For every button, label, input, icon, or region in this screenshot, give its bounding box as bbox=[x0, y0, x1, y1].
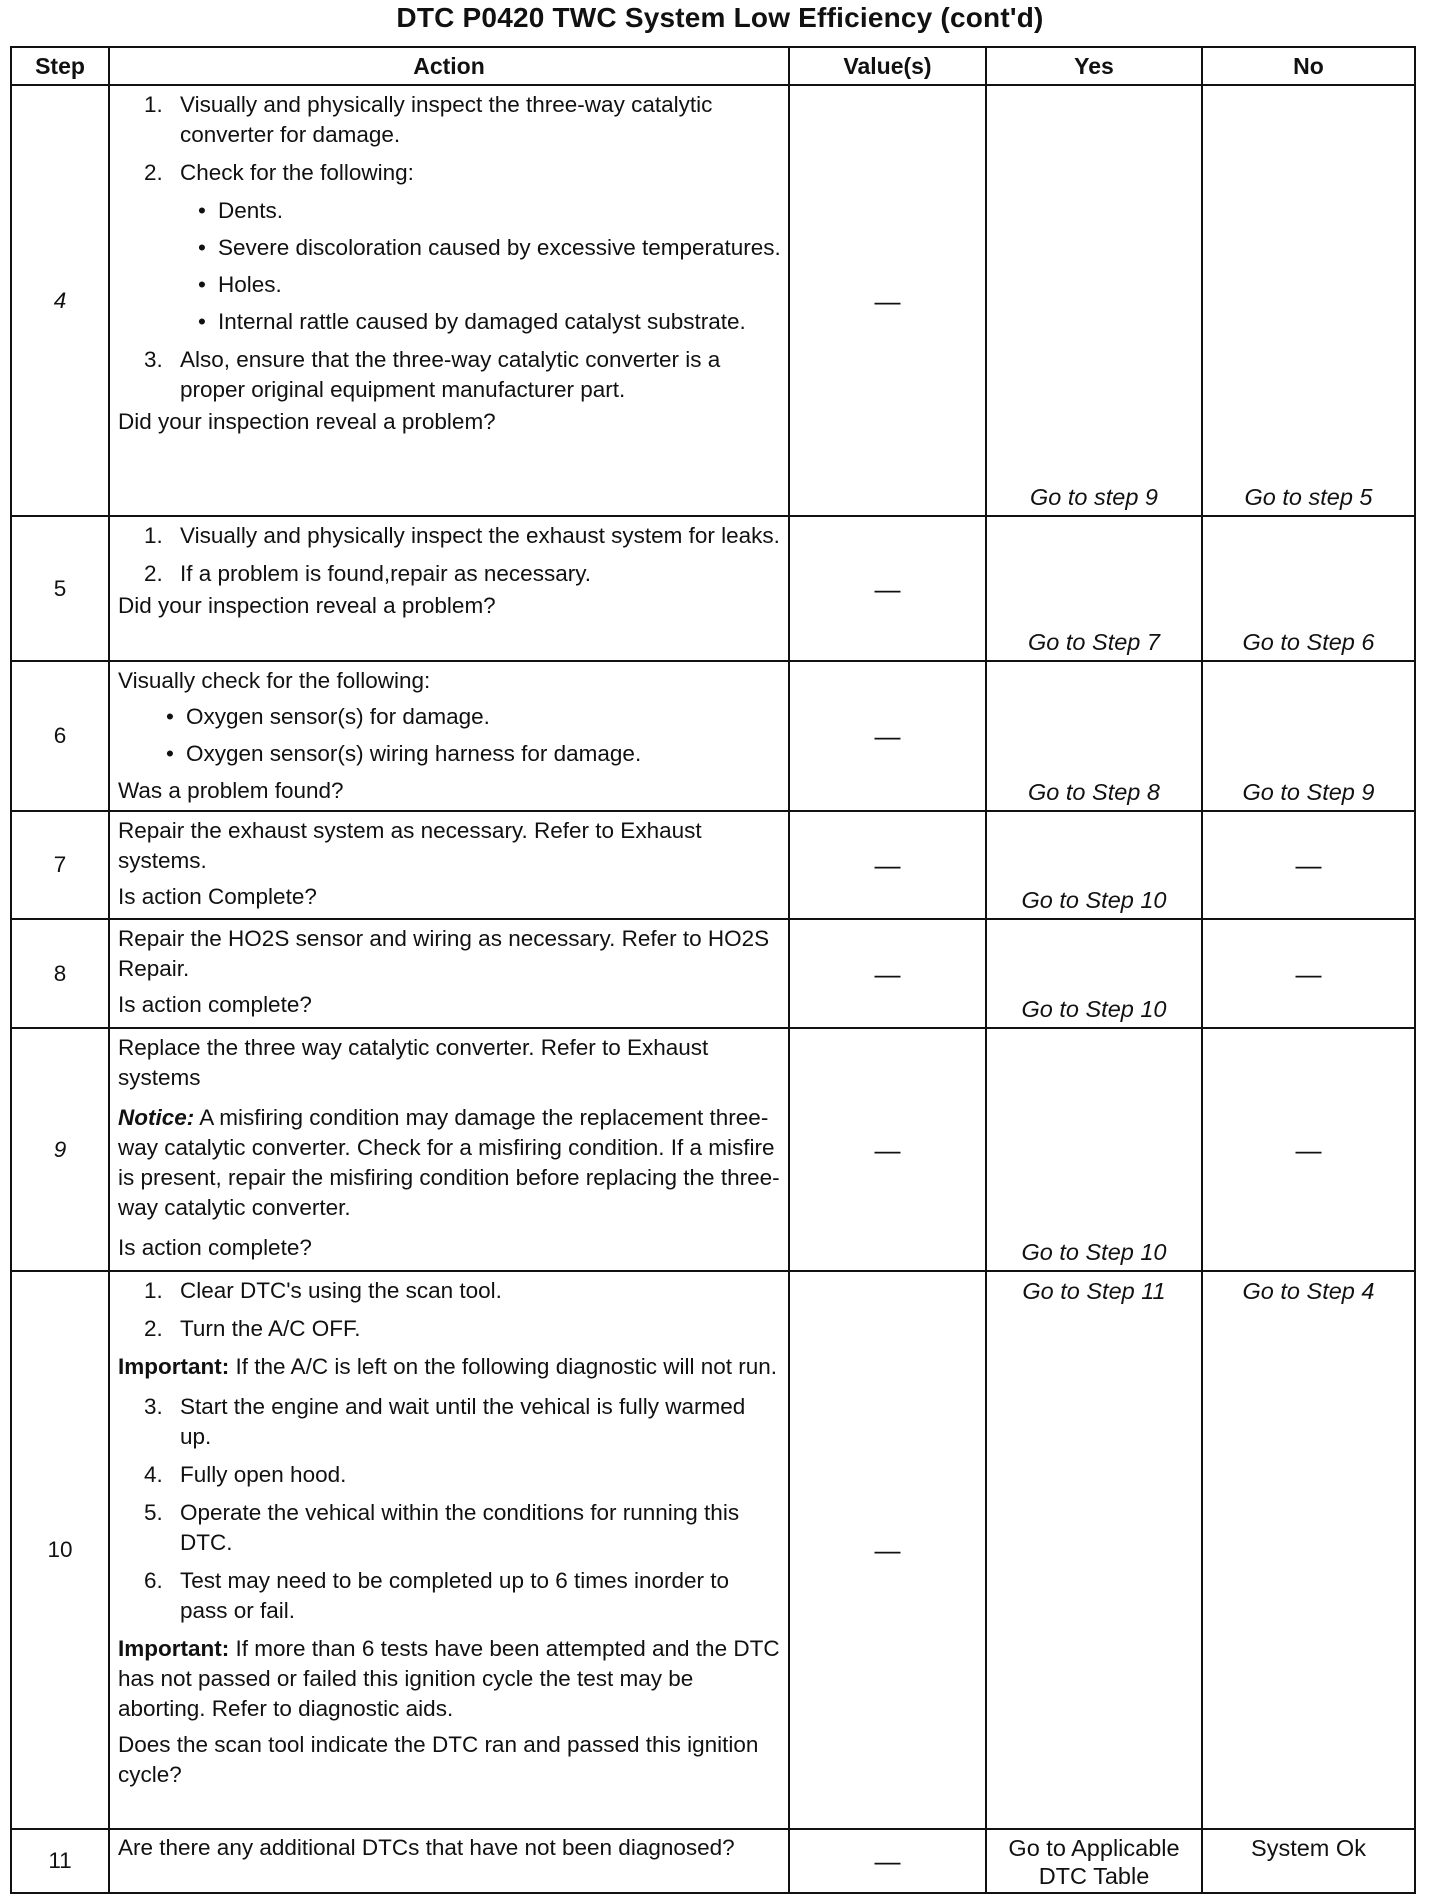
no-link[interactable]: Go to step 5 bbox=[1244, 484, 1373, 510]
yes-link[interactable]: Go to Step 11 bbox=[1022, 1278, 1166, 1304]
value-cell: — bbox=[789, 1028, 986, 1271]
value-cell: — bbox=[789, 1271, 986, 1829]
header-step: Step bbox=[11, 47, 109, 85]
no-cell bbox=[1202, 661, 1415, 811]
no-cell: — bbox=[1202, 811, 1415, 919]
step-number: 5 bbox=[11, 516, 109, 661]
no-cell bbox=[1202, 1829, 1415, 1893]
header-values: Value(s) bbox=[789, 47, 986, 85]
list-item: 6. Test may need to be completed up to 6 times inorder to pass or fail. bbox=[144, 1568, 730, 1623]
header-yes: Yes bbox=[986, 47, 1202, 85]
action-cell bbox=[109, 1028, 789, 1271]
step-number: 6 bbox=[11, 661, 109, 811]
table-row bbox=[11, 1271, 1415, 1829]
list-item: 2. Check for the following: bbox=[144, 160, 414, 185]
no-cell: — bbox=[1202, 919, 1415, 1028]
bullet-item: • Holes. bbox=[198, 272, 282, 297]
action-text: Repair the HO2S sensor and wiring as necessary. Refer to HO2S Repair. bbox=[118, 926, 770, 981]
table-row bbox=[11, 516, 1415, 661]
yes-cell bbox=[986, 516, 1202, 661]
table-header-row bbox=[11, 47, 1415, 85]
yes-cell bbox=[986, 85, 1202, 516]
yes-cell bbox=[986, 919, 1202, 1028]
table-row bbox=[11, 1028, 1415, 1271]
list-item: 3. Also, ensure that the three-way catalytic converter is a proper original equipment manufacturer part. bbox=[144, 347, 721, 402]
bullet-item: • Oxygen sensor(s) wiring harness for damage. bbox=[166, 741, 642, 766]
notice-paragraph: Notice: A misfiring condition may damage the replacement three-way catalytic converter. Check for a misfiring condition. If a misfire is present, repair the misfiring condition before replacing the three-way catalytic converter. bbox=[118, 1105, 780, 1220]
step-number: 8 bbox=[11, 919, 109, 1028]
yes-cell bbox=[986, 1829, 1202, 1893]
table-row bbox=[11, 661, 1415, 811]
no-cell bbox=[1202, 516, 1415, 661]
table-row bbox=[11, 811, 1415, 919]
action-text: Repair the exhaust system as necessary. Refer to Exhaust systems. bbox=[118, 818, 702, 873]
value-cell: — bbox=[789, 919, 986, 1028]
yes-cell bbox=[986, 1028, 1202, 1271]
header-action: Action bbox=[109, 47, 789, 85]
action-cell bbox=[109, 919, 789, 1028]
yes-link[interactable]: Go to Applicable DTC Table bbox=[1008, 1835, 1180, 1889]
value-cell: — bbox=[789, 516, 986, 661]
list-item: 5. Operate the vehical within the conditions for running this DTC. bbox=[144, 1500, 740, 1555]
no-link[interactable]: System Ok bbox=[1251, 1835, 1366, 1861]
bullet-item: • Dents. bbox=[198, 198, 284, 223]
yes-link[interactable]: Go to Step 10 bbox=[1021, 887, 1167, 913]
question: Is action Complete? bbox=[118, 884, 317, 909]
bullet-item: • Oxygen sensor(s) for damage. bbox=[166, 704, 490, 729]
no-link[interactable]: Go to Step 4 bbox=[1242, 1278, 1375, 1304]
diagnostic-table bbox=[10, 46, 1416, 1894]
yes-cell bbox=[986, 661, 1202, 811]
yes-link[interactable]: Go to Step 10 bbox=[1021, 1239, 1167, 1265]
action-cell bbox=[109, 1829, 789, 1893]
action-cell bbox=[109, 1271, 789, 1829]
value-cell: — bbox=[789, 811, 986, 919]
table-row bbox=[11, 85, 1415, 516]
bullet-item: • Internal rattle caused by damaged catalyst substrate. bbox=[198, 309, 746, 334]
no-link[interactable]: Go to Step 6 bbox=[1242, 629, 1375, 655]
question: Did your inspection reveal a problem? bbox=[118, 409, 496, 434]
action-text: Visually check for the following: bbox=[118, 668, 431, 693]
yes-link[interactable]: Go to Step 8 bbox=[1028, 779, 1160, 805]
step-number: 10 bbox=[11, 1271, 109, 1829]
question: Was a problem found? bbox=[118, 778, 344, 803]
important-label: Important: bbox=[118, 1636, 230, 1661]
step-number: 11 bbox=[11, 1829, 109, 1893]
page-title: DTC P0420 TWC System Low Efficiency (cont'd) bbox=[396, 2, 1044, 33]
yes-cell bbox=[986, 811, 1202, 919]
question: Did your inspection reveal a problem? bbox=[118, 593, 496, 618]
value-cell: — bbox=[789, 85, 986, 516]
list-item: 2. Turn the A/C OFF. bbox=[144, 1316, 361, 1341]
yes-link[interactable]: Go to Step 10 bbox=[1021, 996, 1167, 1022]
action-cell bbox=[109, 811, 789, 919]
notice-label: Notice: bbox=[118, 1105, 195, 1130]
important-label: Important: bbox=[118, 1354, 230, 1379]
list-item: 4. Fully open hood. bbox=[144, 1462, 347, 1487]
table-row bbox=[11, 1829, 1415, 1893]
value-cell: — bbox=[789, 661, 986, 811]
yes-cell bbox=[986, 1271, 1202, 1829]
no-link[interactable]: Go to Step 9 bbox=[1242, 779, 1375, 805]
bullet-item: • Severe discoloration caused by excessive temperatures. bbox=[198, 235, 781, 260]
list-item: 1. Visually and physically inspect the exhaust system for leaks. bbox=[144, 523, 780, 548]
no-cell bbox=[1202, 1271, 1415, 1829]
value-cell: — bbox=[789, 1829, 986, 1893]
no-cell: — bbox=[1202, 1028, 1415, 1271]
action-cell bbox=[109, 85, 789, 516]
list-item: 2. If a problem is found,repair as necessary. bbox=[144, 561, 592, 586]
yes-link[interactable]: Go to step 9 bbox=[1029, 484, 1159, 510]
list-item: 3. Start the engine and wait until the vehical is fully warmed up. bbox=[144, 1394, 746, 1449]
question: Is action complete? bbox=[118, 1235, 312, 1260]
step-number: 7 bbox=[11, 811, 109, 919]
step-number: 4 bbox=[11, 85, 109, 516]
list-item: 1. Visually and physically inspect the three-way catalytic converter for damage. bbox=[144, 92, 713, 147]
yes-link[interactable]: Go to Step 7 bbox=[1028, 629, 1160, 655]
action-cell bbox=[109, 661, 789, 811]
action-cell bbox=[109, 516, 789, 661]
list-item: 1. Clear DTC's using the scan tool. bbox=[144, 1278, 502, 1303]
important-paragraph: Important: If more than 6 tests have been attempted and the DTC has not passed or failed this ignition cycle the test may be aborting. Refer to diagnostic aids. bbox=[118, 1636, 780, 1721]
header-no: No bbox=[1202, 47, 1415, 85]
important-paragraph: Important: If the A/C is left on the following diagnostic will not run. bbox=[118, 1354, 778, 1379]
table-row bbox=[11, 919, 1415, 1028]
question: Is action complete? bbox=[118, 992, 312, 1017]
question: Does the scan tool indicate the DTC ran and passed this ignition cycle? bbox=[118, 1732, 759, 1787]
no-cell bbox=[1202, 85, 1415, 516]
step-number: 9 bbox=[11, 1028, 109, 1271]
action-text: Replace the three way catalytic converter. Refer to Exhaust systems bbox=[118, 1035, 709, 1090]
action-text: Are there any additional DTCs that have not been diagnosed? bbox=[118, 1835, 735, 1860]
